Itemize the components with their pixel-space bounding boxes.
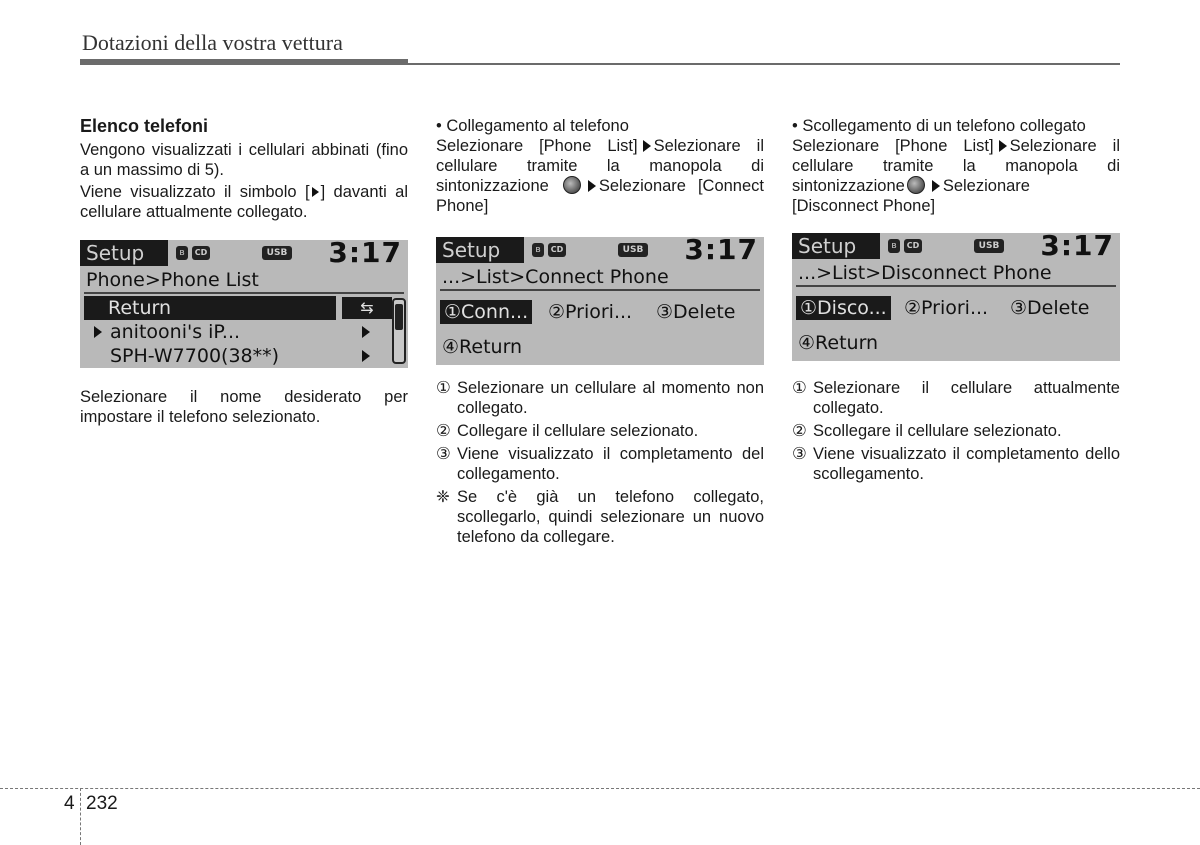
list-item — [792, 444, 1120, 484]
step-text: Selezionare un cellulare al momento non collegato. — [457, 379, 764, 417]
divider — [796, 285, 1116, 287]
setup-tab: Setup — [80, 240, 168, 266]
text-fragment: Selezionare [Phone List] — [792, 137, 994, 155]
step-number: ① — [436, 379, 451, 397]
step-number: ① — [792, 379, 807, 397]
instruction-line — [436, 136, 764, 156]
play-triangle-icon — [312, 187, 319, 197]
page-header-title: Dotazioni della vostra vettura — [82, 30, 343, 55]
cd-icon: CD — [904, 239, 922, 253]
footer-rule — [0, 788, 1200, 789]
clock: 3:17 — [1040, 233, 1114, 262]
bluetooth-icon: ʙ — [176, 246, 188, 260]
setup-tab: Setup — [792, 233, 880, 259]
list-item-phone[interactable]: anitooni's iP... — [110, 321, 241, 343]
clock: 3:17 — [328, 240, 402, 269]
step-text: Collegare il cellulare selezionato. — [457, 422, 699, 440]
column-connect-phone — [436, 116, 764, 216]
disconnect-button[interactable]: ①Disco... — [796, 296, 891, 320]
tuning-knob-icon — [563, 176, 581, 194]
usb-icon: USB — [618, 243, 648, 257]
play-triangle-icon — [643, 140, 651, 152]
instruction-line: Phone] — [436, 197, 489, 215]
breadcrumb: ...>List>Connect Phone — [442, 266, 669, 288]
divider — [440, 289, 760, 291]
note-text: Se c'è già un telefono collegato, scollegarlo, quindi selezionare un nuovo telefono da collegare. — [457, 488, 764, 546]
column-phone-list — [80, 116, 408, 224]
lcd-screen-disconnect-phone — [792, 233, 1120, 361]
step-text: Viene visualizzato il completamento del collegamento. — [457, 445, 764, 483]
text-fragment: sintonizzazione — [792, 177, 905, 195]
bullet-heading: • Collegamento al telefono — [436, 117, 629, 135]
header-rule-thick — [80, 59, 408, 65]
cd-icon: CD — [548, 243, 566, 257]
bluetooth-icon: ʙ — [888, 239, 900, 253]
scrollbar[interactable] — [392, 298, 406, 364]
list-item — [436, 421, 764, 441]
list-item-phone[interactable]: SPH-W7700(38**) — [110, 345, 280, 367]
step-number: ③ — [792, 445, 807, 463]
bluetooth-icon: ʙ — [532, 243, 544, 257]
text-fragment: Selezionare — [942, 177, 1030, 195]
steps-list — [436, 378, 764, 547]
lcd-screen-connect-phone — [436, 237, 764, 365]
step-number: ② — [792, 422, 807, 440]
play-triangle-icon — [999, 140, 1007, 152]
breadcrumb: ...>List>Disconnect Phone — [798, 262, 1052, 284]
list-item-return[interactable]: Return — [84, 296, 336, 320]
step-number: ② — [436, 422, 451, 440]
paragraph-symbol — [80, 182, 408, 222]
setup-tab: Setup — [436, 237, 524, 263]
return-button[interactable]: ④Return — [798, 332, 879, 354]
step-text: Selezionare il cellulare attualmente collegato. — [813, 379, 1120, 417]
text-fragment: Selezionare il — [1009, 137, 1120, 155]
text-fragment: Viene visualizzato il simbolo [ — [80, 183, 310, 201]
tuning-knob-icon — [907, 176, 925, 194]
breadcrumb: Phone>Phone List — [86, 269, 259, 291]
instruction-line: [Disconnect Phone] — [792, 197, 936, 215]
step-text: Viene visualizzato il completamento dello scollegamento. — [813, 445, 1120, 483]
column-connect-steps — [436, 378, 764, 550]
paragraph: Vengono visualizzati i cellulari abbinati (fino a un massimo di 5). — [80, 141, 408, 179]
chevron-right-icon — [362, 326, 370, 338]
clock: 3:17 — [684, 237, 758, 266]
column-disconnect-phone — [792, 116, 1120, 216]
delete-button[interactable]: ③Delete — [656, 301, 736, 323]
text-fragment: sintonizzazione — [436, 177, 549, 195]
delete-button[interactable]: ③Delete — [1010, 297, 1090, 319]
lcd-screen-phone-list — [80, 240, 408, 368]
chapter-number: 4 — [64, 793, 75, 814]
cd-icon: CD — [192, 246, 210, 260]
text-fragment: Selezionare il — [653, 137, 764, 155]
list-item — [436, 378, 764, 418]
steps-list — [792, 378, 1120, 484]
usb-icon: USB — [262, 246, 292, 260]
step-number: ③ — [436, 445, 451, 463]
priority-button[interactable]: ②Priori... — [904, 297, 989, 319]
divider — [84, 292, 404, 294]
instruction-line: cellulare tramite la manopola di — [792, 157, 1120, 175]
column-phone-list-footer — [80, 387, 408, 429]
page-number: 232 — [86, 793, 118, 814]
priority-button[interactable]: ②Priori... — [548, 301, 633, 323]
instruction-line — [436, 176, 764, 196]
section-heading: Elenco telefoni — [80, 116, 209, 136]
list-item — [792, 421, 1120, 441]
connected-indicator-icon — [94, 326, 102, 338]
bullet-heading: • Scollegamento di un telefono collegato — [792, 117, 1086, 135]
scrollbar-thumb[interactable] — [395, 304, 403, 330]
instruction-line — [792, 176, 1120, 196]
text-fragment: ] davanti al cellulare attualmente collegato. — [80, 183, 408, 221]
chevron-right-icon — [362, 350, 370, 362]
list-item-note — [436, 487, 764, 547]
instruction-line: cellulare tramite la manopola di — [436, 157, 764, 175]
back-arrow-icon[interactable]: ⇆ — [342, 297, 392, 319]
step-text: Scollegare il cellulare selezionato. — [813, 422, 1062, 440]
header-rule-thin — [408, 63, 1120, 65]
column-disconnect-steps — [792, 378, 1120, 487]
return-button[interactable]: ④Return — [442, 336, 523, 358]
footer-vertical-rule — [80, 788, 81, 845]
text-fragment: Selezionare [Phone List] — [436, 137, 638, 155]
paragraph: Selezionare il nome desiderato per impostare il telefono selezionato. — [80, 388, 408, 426]
play-triangle-icon — [588, 180, 596, 192]
text-fragment: Selezionare [Connect — [598, 177, 764, 195]
note-symbol: ❈ — [436, 488, 450, 506]
connect-button[interactable]: ①Conn... — [440, 300, 532, 324]
instruction-line — [792, 136, 1120, 156]
list-item — [436, 444, 764, 484]
usb-icon: USB — [974, 239, 1004, 253]
play-triangle-icon — [932, 180, 940, 192]
list-item — [792, 378, 1120, 418]
